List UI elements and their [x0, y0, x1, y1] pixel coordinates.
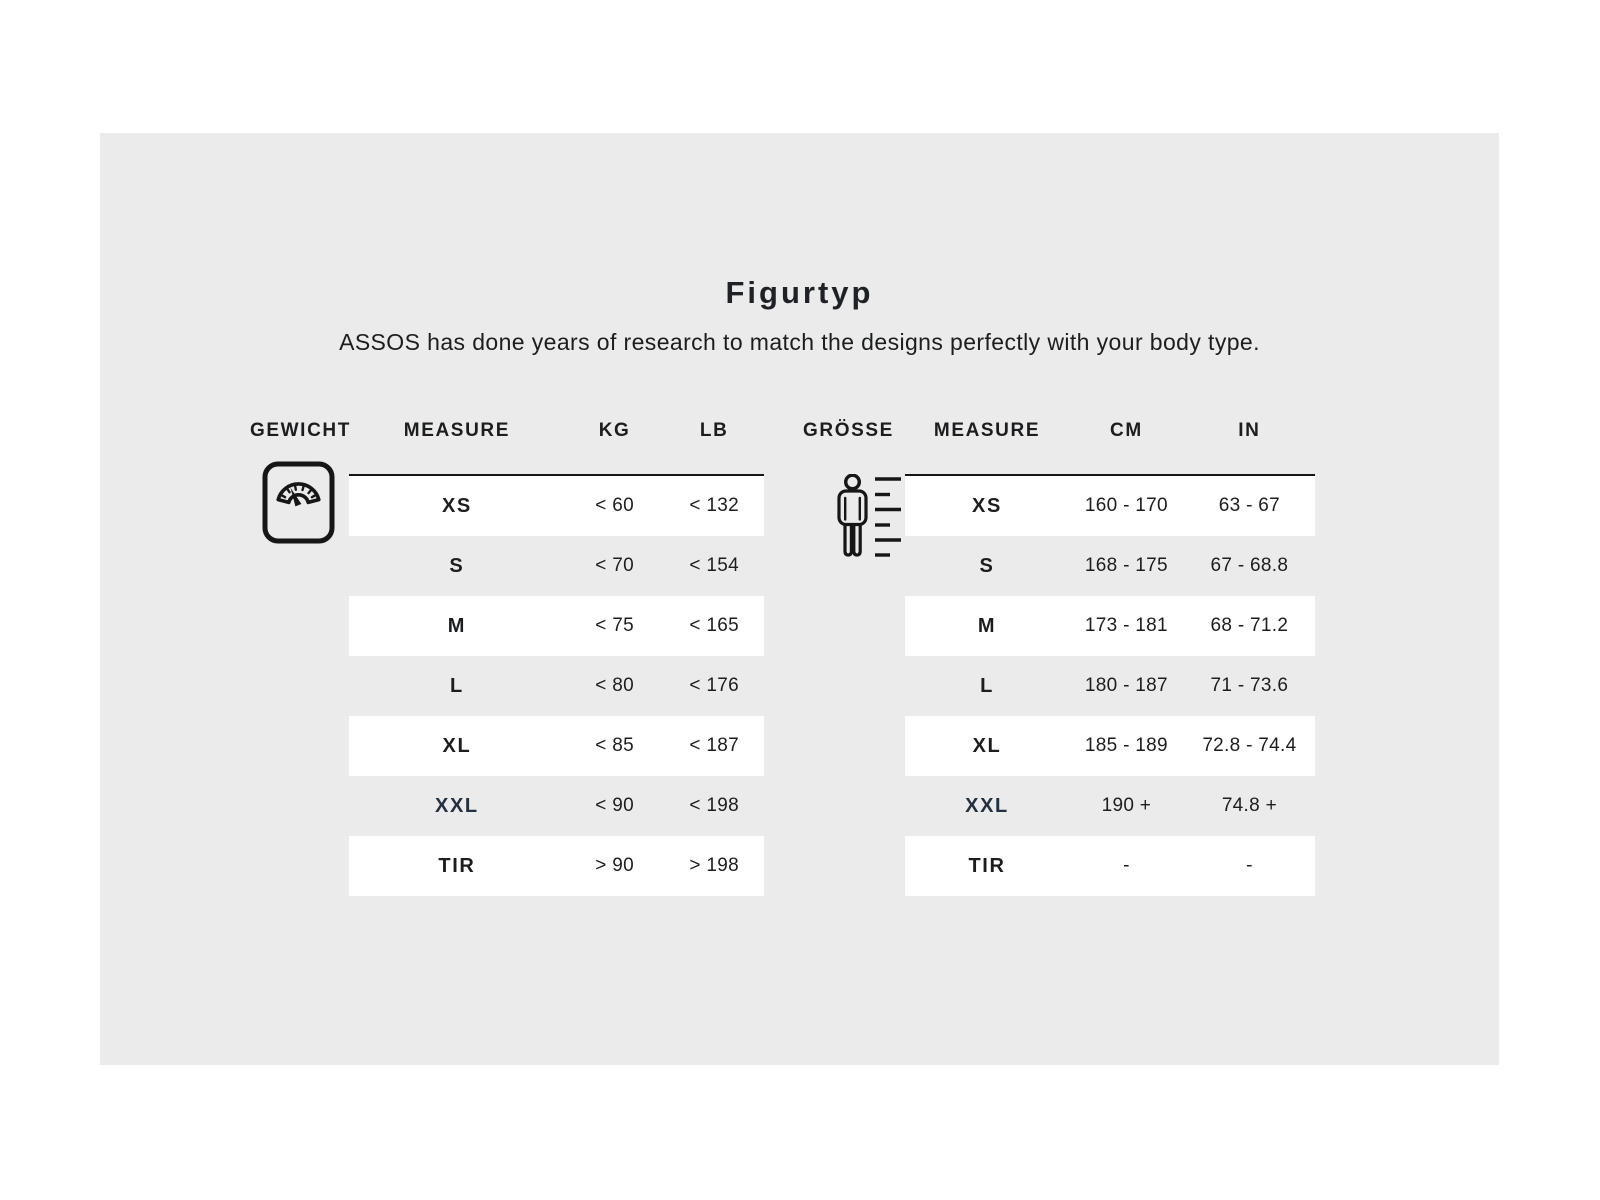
- table-row: [349, 596, 764, 656]
- in-value: 63 - 67: [1218, 495, 1281, 516]
- in-value: 71 - 73.6: [1210, 675, 1289, 696]
- size-label: XXL: [435, 794, 479, 817]
- page-title: Figurtyp: [725, 275, 874, 310]
- height-group-label: GRÖSSE: [803, 420, 894, 441]
- height-column-headers: [905, 420, 1315, 442]
- height-ruler-icon: [837, 474, 905, 896]
- kg-value: < 85: [595, 735, 634, 756]
- scale-icon: [262, 461, 349, 896]
- lb-value: < 132: [689, 495, 739, 516]
- lb-value: < 154: [689, 555, 739, 576]
- table-row: [905, 596, 1315, 656]
- height-table-group: [803, 420, 1315, 896]
- size-label: M: [447, 614, 467, 637]
- table-row: [905, 536, 1315, 596]
- weight-column-headers: [349, 420, 764, 442]
- table-row: [349, 836, 764, 896]
- size-chart-panel: [100, 133, 1499, 1065]
- size-label: L: [980, 674, 994, 697]
- table-row: [905, 656, 1315, 716]
- column-header-in: IN: [1238, 420, 1261, 441]
- kg-value: < 70: [595, 555, 634, 576]
- column-header-kg: KG: [598, 420, 631, 441]
- size-label: S: [449, 554, 465, 577]
- cm-value: 190 +: [1101, 795, 1152, 816]
- in-value: 74.8 +: [1221, 795, 1277, 816]
- cm-value: 168 - 175: [1084, 555, 1168, 576]
- column-header-cm: CM: [1110, 420, 1143, 441]
- size-label: XXL: [965, 794, 1009, 817]
- in-value: 67 - 68.8: [1210, 555, 1289, 576]
- table-row: [349, 776, 764, 836]
- weight-group-label: GEWICHT: [250, 420, 351, 441]
- in-value: 68 - 71.2: [1210, 615, 1289, 636]
- size-label: L: [449, 674, 464, 697]
- table-row: [905, 836, 1315, 896]
- cm-value: 173 - 181: [1084, 615, 1168, 636]
- cm-value: -: [1123, 855, 1130, 876]
- column-header-measure: MEASURE: [933, 420, 1041, 441]
- table-row: [905, 476, 1315, 536]
- size-label: TIR: [438, 854, 476, 877]
- size-label: M: [977, 614, 997, 637]
- lb-value: < 187: [689, 735, 739, 756]
- table-row: [905, 716, 1315, 776]
- cm-value: 185 - 189: [1084, 735, 1168, 756]
- lb-value: < 176: [689, 675, 739, 696]
- size-label: XL: [442, 734, 472, 757]
- in-value: 72.8 - 74.4: [1202, 735, 1297, 756]
- cm-value: 160 - 170: [1084, 495, 1168, 516]
- kg-value: < 60: [595, 495, 634, 516]
- table-row: [349, 716, 764, 776]
- size-label: XL: [972, 734, 1002, 757]
- size-label: XS: [972, 494, 1002, 517]
- lb-value: < 165: [689, 615, 739, 636]
- column-header-lb: LB: [699, 420, 729, 441]
- weight-table-rows: [349, 474, 764, 896]
- column-header-measure: MEASURE: [403, 420, 510, 441]
- weight-table-group: [250, 420, 764, 896]
- lb-value: > 198: [689, 855, 739, 876]
- table-row: [349, 536, 764, 596]
- page-subtitle: ASSOS has done years of research to match the designs perfectly with your body type.: [339, 329, 1260, 355]
- table-row: [905, 776, 1315, 836]
- size-label: S: [979, 554, 995, 577]
- table-row: [349, 476, 764, 536]
- kg-value: < 80: [595, 675, 634, 696]
- kg-value: > 90: [595, 855, 634, 876]
- cm-value: 180 - 187: [1084, 675, 1168, 696]
- in-value: -: [1246, 855, 1253, 876]
- height-table-rows: [905, 474, 1315, 896]
- size-tables: [250, 420, 1315, 896]
- lb-value: < 198: [689, 795, 739, 816]
- kg-value: < 90: [595, 795, 634, 816]
- size-label: XS: [441, 494, 472, 517]
- size-label: TIR: [968, 854, 1006, 877]
- table-row: [349, 656, 764, 716]
- kg-value: < 75: [595, 615, 634, 636]
